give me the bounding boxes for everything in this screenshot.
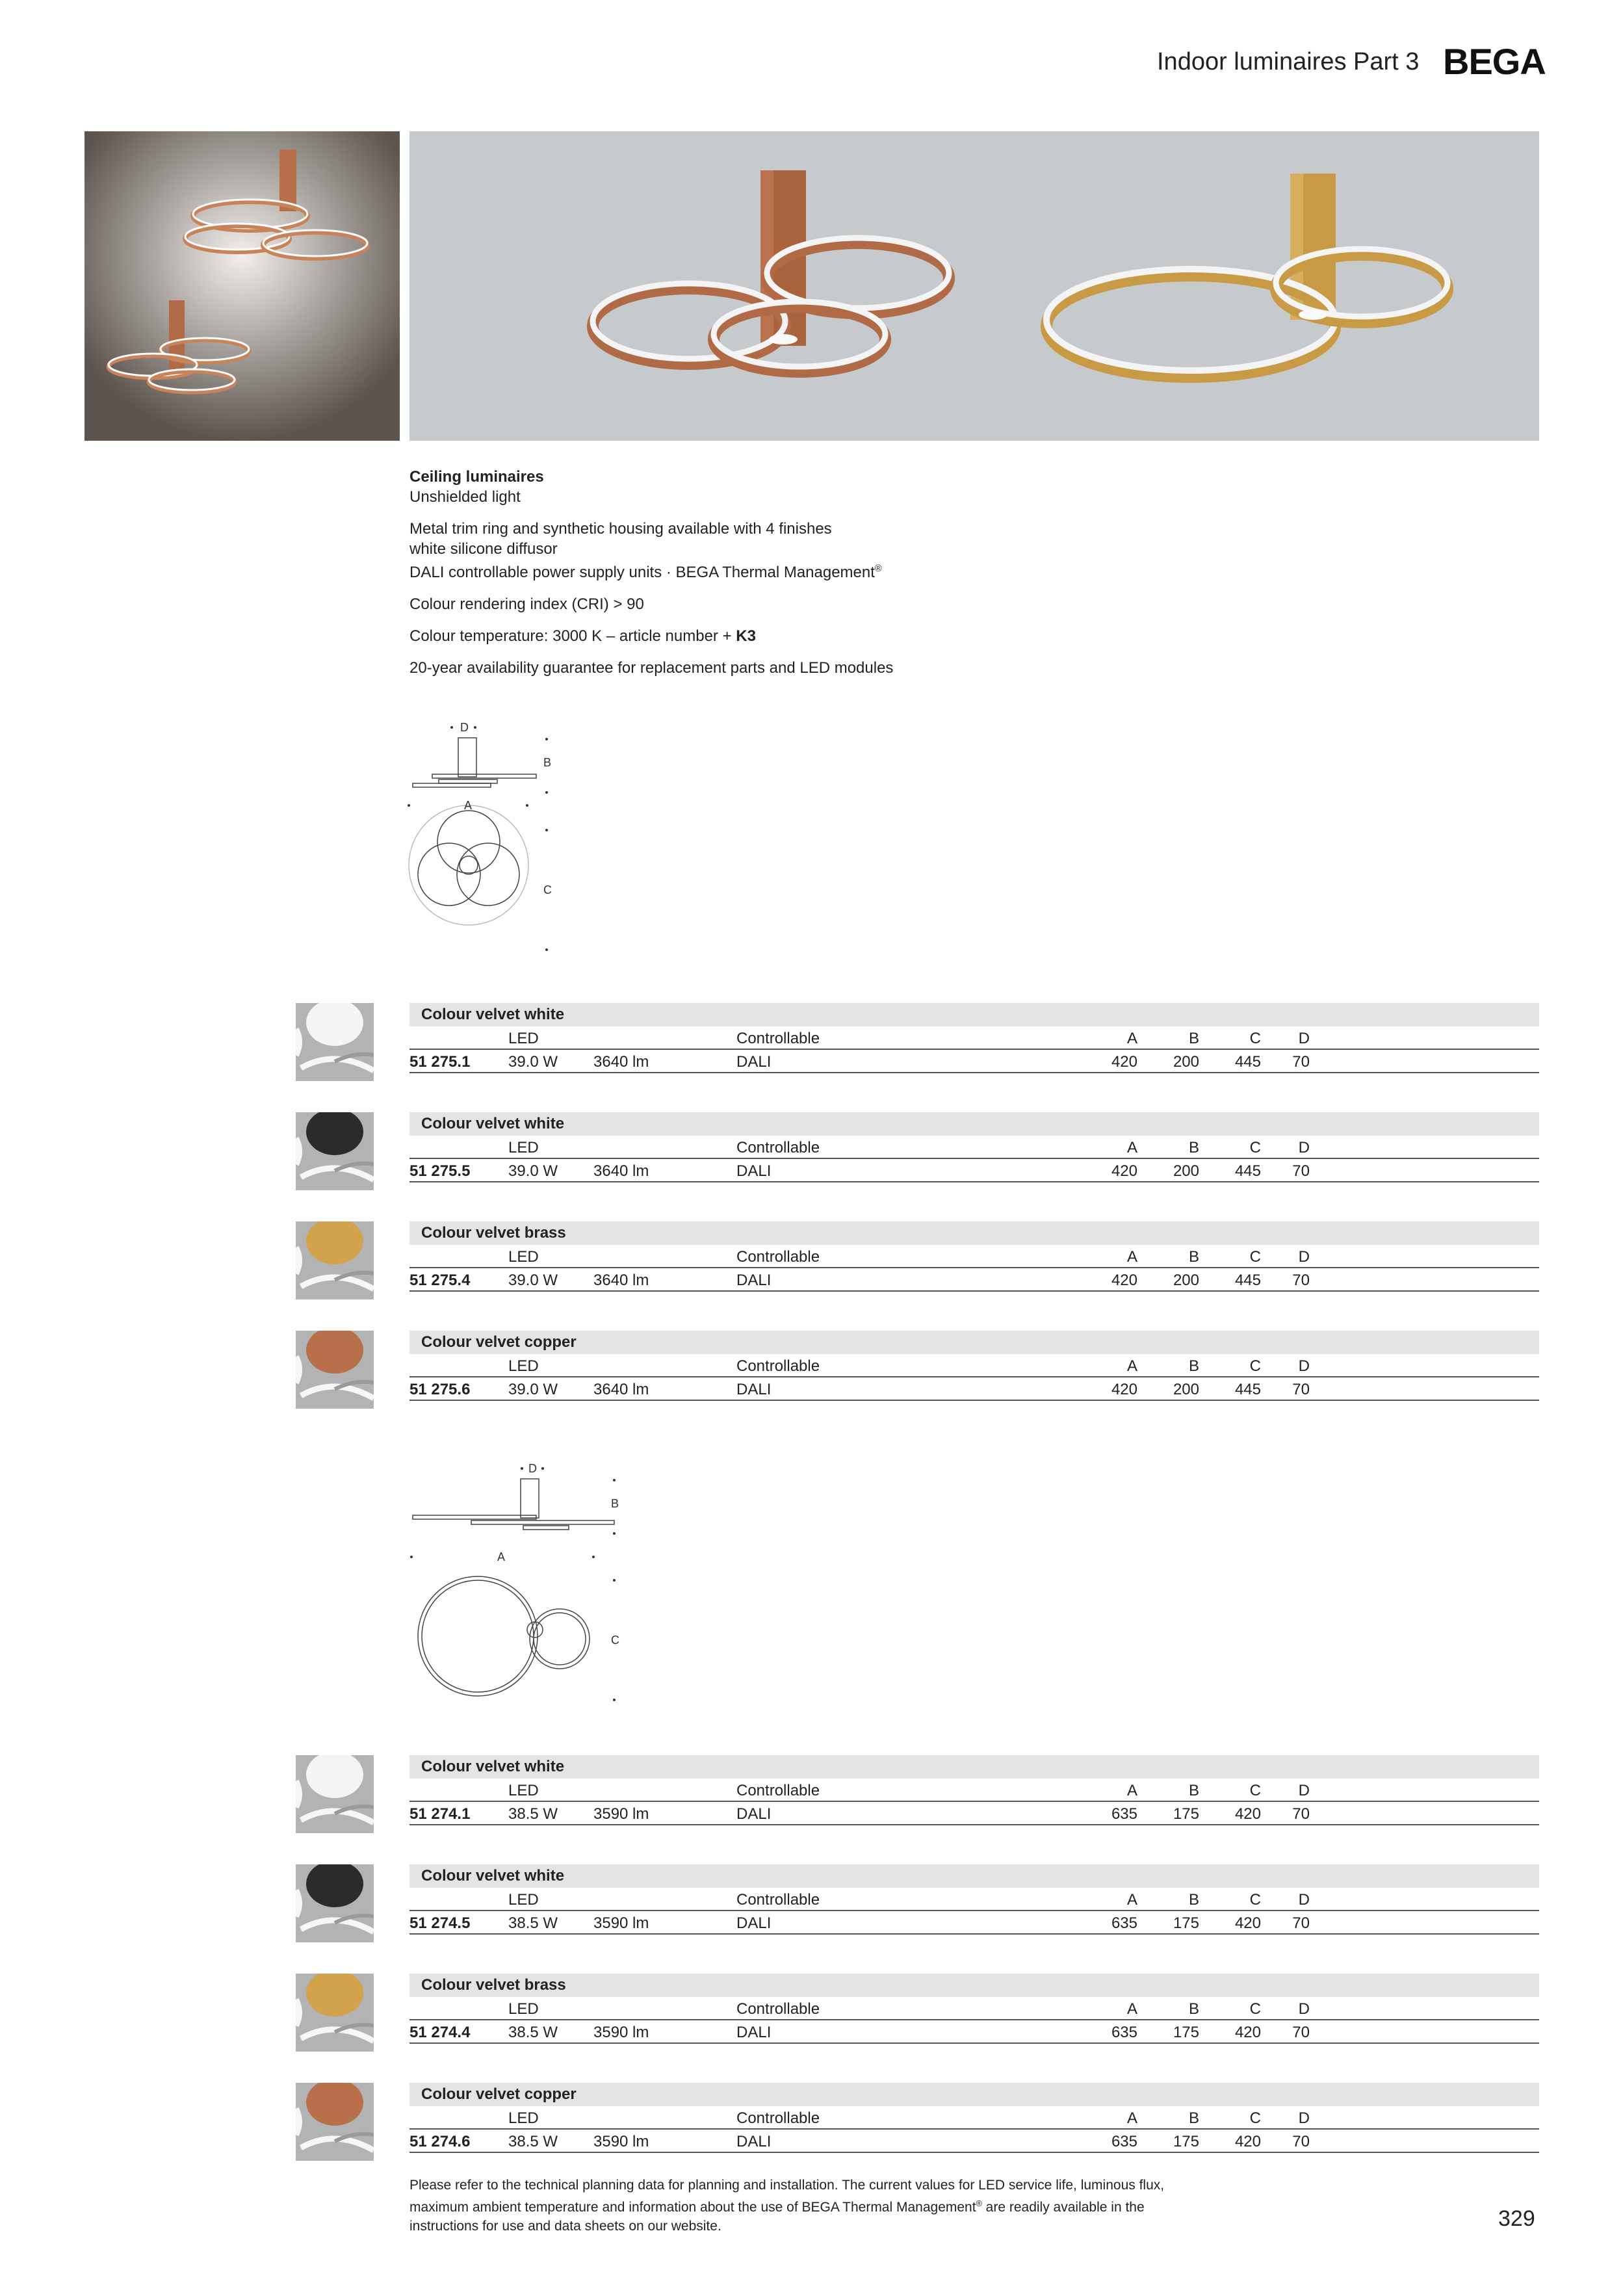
header-controllable: Controllable — [736, 1782, 820, 1799]
wattage: 39.0 W — [508, 1053, 558, 1071]
spec-data-row — [409, 1050, 1539, 1073]
dim-d: 70 — [1292, 1805, 1310, 1823]
header-controllable: Controllable — [736, 1139, 820, 1156]
header-led: LED — [508, 1030, 539, 1047]
label-a: A — [497, 1550, 506, 1563]
header-b: B — [1188, 1782, 1199, 1799]
wattage: 38.5 W — [508, 1805, 558, 1823]
dim-c: 420 — [1234, 2024, 1261, 2041]
dim-c: 420 — [1234, 1914, 1261, 1932]
article-number: 51 275.6 — [409, 1381, 471, 1398]
dim-c: 445 — [1234, 1053, 1261, 1071]
guarantee-text: 20-year availability guarantee for replacement parts and LED modules — [409, 659, 894, 677]
header-c: C — [1249, 1891, 1261, 1909]
luminous-flux: 3640 lm — [593, 1162, 649, 1180]
header-led: LED — [508, 1891, 539, 1909]
finish-title: Colour velvet white — [409, 1864, 1539, 1888]
spec-header-row — [409, 1354, 1539, 1377]
article-number: 51 274.5 — [409, 1914, 471, 1932]
finish-swatch-black — [296, 1112, 374, 1190]
header-c: C — [1249, 2109, 1261, 2127]
page-number: 329 — [1498, 2206, 1535, 2231]
variant-block — [409, 1331, 1539, 1401]
finish-swatch-copper — [296, 2083, 374, 2161]
wattage: 38.5 W — [508, 2024, 558, 2041]
header-d: D — [1298, 1248, 1310, 1266]
category-title: Ceiling luminaires — [409, 468, 544, 486]
spec-header-row — [409, 2106, 1539, 2130]
wattage: 38.5 W — [508, 2133, 558, 2150]
dim-a: 420 — [1111, 1272, 1137, 1289]
finish-swatch-black — [296, 1864, 374, 1942]
header-led: LED — [508, 1139, 539, 1156]
finish-title: Colour velvet copper — [409, 2083, 1539, 2106]
variant-block — [409, 1221, 1539, 1292]
dim-a: 635 — [1111, 1805, 1137, 1823]
header-b: B — [1188, 1030, 1199, 1047]
header-b: B — [1188, 2000, 1199, 2018]
finish-title: Colour velvet copper — [409, 1331, 1539, 1354]
variant-block — [409, 1864, 1539, 1935]
footnote-line-2: maximum ambient temperature and information about the use of BEGA Thermal Management — [409, 2200, 976, 2215]
dim-c: 445 — [1234, 1162, 1261, 1180]
dim-c: 445 — [1234, 1381, 1261, 1398]
finish-title: Colour velvet brass — [409, 1974, 1539, 1997]
footnote-line-1: Please refer to the technical planning data for planning and installation. The current values for LED service life, luminous flux, — [409, 2178, 1165, 2193]
dimension-drawing-2 — [406, 1453, 627, 1716]
dim-d: 70 — [1292, 1162, 1310, 1180]
luminous-flux: 3590 lm — [593, 1805, 649, 1823]
spec-data-row — [409, 1159, 1539, 1182]
label-b: B — [543, 756, 552, 769]
luminous-flux: 3590 lm — [593, 1914, 649, 1932]
header-led: LED — [508, 2000, 539, 2018]
header-a: A — [1126, 1357, 1137, 1375]
header-controllable: Controllable — [736, 1030, 820, 1047]
variant-block — [409, 2083, 1539, 2153]
wattage: 39.0 W — [508, 1162, 558, 1180]
header-d: D — [1298, 2000, 1310, 2018]
header-led: LED — [508, 1248, 539, 1266]
spec-data-row — [409, 2130, 1539, 2153]
header-a: A — [1126, 2109, 1137, 2127]
finish-title: Colour velvet brass — [409, 1221, 1539, 1245]
header-c: C — [1249, 1248, 1261, 1266]
header-a: A — [1126, 1782, 1137, 1799]
subtitle: Unshielded light — [409, 488, 521, 506]
label-d: D — [528, 1462, 537, 1475]
header-b: B — [1188, 1139, 1199, 1156]
spec-data-row — [409, 1268, 1539, 1292]
spec-header-row — [409, 1997, 1539, 2020]
colour-temp-text: Colour temperature: 3000 K – article number + — [409, 627, 736, 645]
dim-a: 420 — [1111, 1381, 1137, 1398]
spec-header-row — [409, 1136, 1539, 1159]
spec-data-row — [409, 1911, 1539, 1935]
registered-mark: ® — [976, 2199, 982, 2208]
header-led: LED — [508, 2109, 539, 2127]
control-type: DALI — [736, 1053, 772, 1071]
header-d: D — [1298, 1782, 1310, 1799]
header-b: B — [1188, 2109, 1199, 2127]
header-a: A — [1126, 1891, 1137, 1909]
header-c: C — [1249, 1782, 1261, 1799]
desc-line-2: white silicone diffusor — [409, 540, 558, 558]
header-d: D — [1298, 1139, 1310, 1156]
header-controllable: Controllable — [736, 1357, 820, 1375]
spec-data-row — [409, 1377, 1539, 1401]
header-b: B — [1188, 1891, 1199, 1909]
header-c: C — [1249, 1030, 1261, 1047]
dimension-drawing-1 — [406, 712, 562, 962]
finish-swatch-brass — [296, 1974, 374, 2052]
desc-line-1: Metal trim ring and synthetic housing available with 4 finishes — [409, 520, 832, 538]
header-c: C — [1249, 2000, 1261, 2018]
ambient-photo — [84, 131, 400, 441]
luminous-flux: 3640 lm — [593, 1053, 649, 1071]
header-d: D — [1298, 2109, 1310, 2127]
finish-title: Colour velvet white — [409, 1003, 1539, 1026]
header-a: A — [1126, 1139, 1137, 1156]
product-description — [409, 467, 1254, 690]
finish-title: Colour velvet white — [409, 1755, 1539, 1779]
section-title: Indoor luminaires Part 3 — [1157, 48, 1420, 75]
header-d: D — [1298, 1030, 1310, 1047]
dim-c: 445 — [1234, 1272, 1261, 1289]
dim-b: 200 — [1173, 1381, 1199, 1398]
finish-swatch-white — [296, 1755, 374, 1833]
colour-temp-code: K3 — [736, 627, 756, 645]
wattage: 38.5 W — [508, 1914, 558, 1932]
registered-mark: ® — [874, 564, 882, 574]
dim-b: 175 — [1173, 1914, 1199, 1932]
desc-line-3: DALI controllable power supply units · BEGA Thermal Management — [409, 564, 875, 581]
label-c: C — [543, 883, 552, 896]
header-c: C — [1249, 1139, 1261, 1156]
spec-header-row — [409, 1245, 1539, 1268]
header-led: LED — [508, 1357, 539, 1375]
header-d: D — [1298, 1891, 1310, 1909]
header-controllable: Controllable — [736, 1891, 820, 1909]
control-type: DALI — [736, 2133, 772, 2150]
luminous-flux: 3640 lm — [593, 1272, 649, 1289]
luminous-flux: 3590 lm — [593, 2133, 649, 2150]
label-c: C — [611, 1634, 619, 1647]
header-c: C — [1249, 1357, 1261, 1375]
wattage: 39.0 W — [508, 1272, 558, 1289]
dim-d: 70 — [1292, 2024, 1310, 2041]
dim-a: 635 — [1111, 2024, 1137, 2041]
finish-swatch-copper — [296, 1331, 374, 1409]
dim-d: 70 — [1292, 1914, 1310, 1932]
article-number: 51 274.4 — [409, 2024, 471, 2041]
spec-header-row — [409, 1779, 1539, 1802]
dim-b: 175 — [1173, 2024, 1199, 2041]
footnote-line-2b: are readily available in the — [981, 2200, 1145, 2215]
spec-header-row — [409, 1888, 1539, 1911]
luminous-flux: 3640 lm — [593, 1381, 649, 1398]
finish-swatch-white — [296, 1003, 374, 1081]
header-controllable: Controllable — [736, 2109, 820, 2127]
control-type: DALI — [736, 1162, 772, 1180]
dim-d: 70 — [1292, 1381, 1310, 1398]
article-number: 51 275.1 — [409, 1053, 471, 1071]
dim-a: 420 — [1111, 1053, 1137, 1071]
spec-header-row — [409, 1026, 1539, 1050]
variant-block — [409, 1974, 1539, 2044]
spec-data-row — [409, 1802, 1539, 1825]
dim-c: 420 — [1234, 1805, 1261, 1823]
dim-b: 200 — [1173, 1162, 1199, 1180]
header-a: A — [1126, 2000, 1137, 2018]
dim-d: 70 — [1292, 1272, 1310, 1289]
header-b: B — [1188, 1248, 1199, 1266]
dim-a: 635 — [1111, 2133, 1137, 2150]
dim-b: 175 — [1173, 2133, 1199, 2150]
dim-c: 420 — [1234, 2133, 1261, 2150]
wattage: 39.0 W — [508, 1381, 558, 1398]
luminous-flux: 3590 lm — [593, 2024, 649, 2041]
dim-b: 175 — [1173, 1805, 1199, 1823]
dim-a: 420 — [1111, 1162, 1137, 1180]
variant-block — [409, 1003, 1539, 1073]
control-type: DALI — [736, 1805, 772, 1823]
cri-text: Colour rendering index (CRI) > 90 — [409, 595, 644, 613]
article-number: 51 274.6 — [409, 2133, 471, 2150]
control-type: DALI — [736, 1272, 772, 1289]
brand-logo: BEGA — [1443, 41, 1546, 82]
article-number: 51 274.1 — [409, 1805, 471, 1823]
dim-b: 200 — [1173, 1272, 1199, 1289]
control-type: DALI — [736, 1914, 772, 1932]
header-d: D — [1298, 1357, 1310, 1375]
footnote — [409, 2176, 1280, 2236]
header-a: A — [1126, 1030, 1137, 1047]
footnote-line-3: instructions for use and data sheets on our website. — [409, 2219, 721, 2234]
label-d: D — [460, 721, 469, 734]
article-number: 51 275.5 — [409, 1162, 471, 1180]
control-type: DALI — [736, 2024, 772, 2041]
variant-block — [409, 1112, 1539, 1182]
header-controllable: Controllable — [736, 1248, 820, 1266]
dim-b: 200 — [1173, 1053, 1199, 1071]
variant-block — [409, 1755, 1539, 1825]
finish-swatch-brass — [296, 1221, 374, 1299]
control-type: DALI — [736, 1381, 772, 1398]
label-a: A — [464, 799, 473, 812]
label-b: B — [611, 1497, 619, 1510]
spec-data-row — [409, 2020, 1539, 2044]
finish-title: Colour velvet white — [409, 1112, 1539, 1136]
header-a: A — [1126, 1248, 1137, 1266]
header-led: LED — [508, 1782, 539, 1799]
header-controllable: Controllable — [736, 2000, 820, 2018]
header-b: B — [1188, 1357, 1199, 1375]
product-photo — [409, 131, 1539, 441]
dim-d: 70 — [1292, 1053, 1310, 1071]
dim-d: 70 — [1292, 2133, 1310, 2150]
dim-a: 635 — [1111, 1914, 1137, 1932]
article-number: 51 275.4 — [409, 1272, 471, 1289]
